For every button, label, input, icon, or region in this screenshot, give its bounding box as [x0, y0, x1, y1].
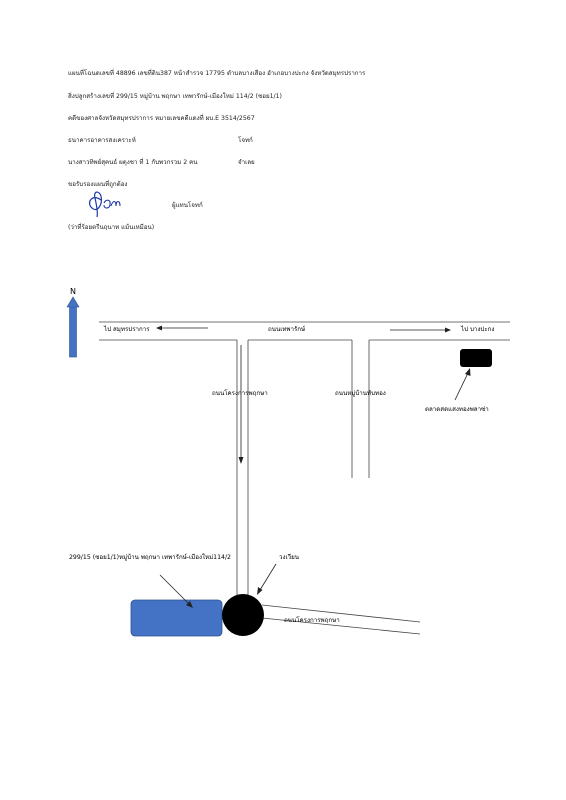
right-destination-label: ไป บางปะกง — [461, 326, 495, 333]
plaintiff-label: โจทก์ — [238, 137, 253, 144]
certify-text: ขอรับรองแผนที่ถูกต้อง — [68, 181, 128, 188]
market-label: ตลาดสดแสงทองพลาซ่า — [425, 406, 489, 413]
project-road-label: ถนนโครงการพฤกษา — [212, 390, 268, 397]
bottom-road-label: ถนนโครงการพฤกษา — [284, 617, 340, 624]
deed-info-line: แผนที่โฉนดเลขที่ 48896 เลขที่ดิน387 หน้าสำรวจ 17795 ตำบลบางเสือง อำเภอบางปะกง จังหวัดสมุทรปราการ — [68, 70, 366, 77]
property-block — [131, 600, 222, 636]
thapthong-road-label: ถนนหมู่บ้านทับทอง — [335, 390, 386, 397]
north-arrow-icon — [67, 297, 79, 357]
roundabout-label: วงเวียน — [279, 554, 299, 561]
defendant-name: นางสาวทิพย์สุคนธ์ ผดุงชา ที่ 1 กับพวกรวม 2 คน — [68, 159, 198, 166]
left-destination-label: ไป สมุทรปราการ — [104, 326, 150, 333]
market-marker — [460, 349, 492, 367]
roundabout-marker — [222, 594, 264, 636]
main-road-label: ถนนเทพารักษ์ — [268, 326, 306, 333]
defendant-label: จำเลย — [238, 159, 255, 166]
property-label: 299/15 (ซอย1/1)หมู่บ้าน พฤกษา เทพารักษ์-เมืองใหม่114/2 — [69, 554, 231, 561]
signer-role: ผู้แทนโจทก์ — [172, 202, 203, 209]
case-number-line: คดีของศาลจังหวัดสมุทรปราการ หมายเลขคดีแดงที่ ผบ.E 3514/2567 — [68, 115, 255, 122]
north-label: N — [70, 287, 76, 296]
signature — [90, 192, 120, 217]
signer-name: (ว่าที่ร้อยตรีนฤนาท แม้นเหมือน) — [68, 224, 155, 231]
building-info-line: สิ่งปลูกสร้างเลขที่ 299/15 หมู่บ้าน พฤกษา เทพารักษ์-เมืองใหม่ 114/2 (ซอย1/1) — [68, 93, 282, 100]
plaintiff-name: ธนาคารอาคารสงเคราะห์ — [68, 137, 136, 144]
